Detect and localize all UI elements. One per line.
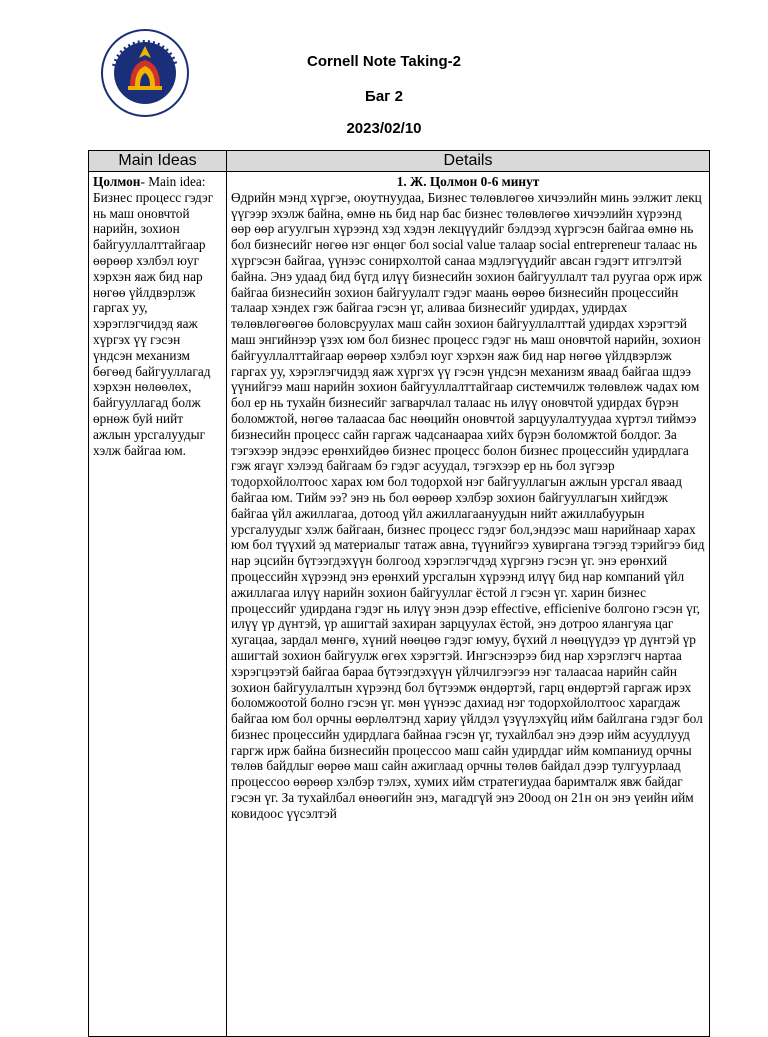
cornell-notes-table <box>88 150 710 1037</box>
main-ideas-header: Main Ideas <box>89 151 227 172</box>
details-text: Өдрийн мэнд хүргэе, оюутнуудаа, Бизнес төлөвлөгөө хичээлийн минь ээлжит лекц үүгээр эхэлж байна, өмнө нь бид нар бас бизнес төлөвлөгөө хичээлийн хүрээнд өөр өөр агуулгын хүрээнд хэд хэдэн лекцүүдийг бэлдээд хүргэсэн байгаа өмнө нь бол бизнесийг нөгөө нэг өнцөг бол social value талаар social entrepreneur талаас нь хүргэсэн байгаа, үүнээс сонирхолтой санаа мэдлэгүүдийг авсан гэдэгт итгэлтэй байна. Энэ удаад бид бүгд илүү бизнесийн зохион байгууллалт тал руугаа орж ирж байгаа бизнесийн зохион байгуулалт гэдэг маань өөрөө бизнесийн процессийн талаар хэндех гэж байгаа гэсэн үг, аливаа бизнесийг удирдах, удирдах төлөвлөгөөгөө боловсруулах маш сайн зохион байгууллалттай удирдах хэрэгтэй маш энгийнээр үзэх юм бол бизнес процесс гэдэг нь маш оновчтой нарийн, зохион байгууллалттайгаар өөрөөр хэлбэл юуг хэрхэн яаж бид нар нөгөө үйлдвэрлэж гаргах уу, хэрэглэгчидэд яаж хүргэх үү гэсэн үндсэн механизм яваад байгаа шдээ үүнийгээ маш нарийн зохион байгууллалттайгаар системчилж төлөвлөж чадах юм бол ер нь тухайн бизнесийг загварчлал талаас нь илүү оновчтой удирдах бүрэн боломжтой, нөгөө талаасаа бас нөөцийн оновчтой зарцуулалтуудаа хүртэл тиймээ бизнесийн процесс сайн гаргаж чадсанаараа хийх бүрэн боломжтой болдог. За тэгэхээр эндээс ерөнхийдөө бизнес процесс болон бизнес процессийн удирдлага гэж ягаүг хэлээд байгаам бэ гэдэг асуудал, тэгэхээр ер нь бол зүгээр тодорхойлолтоос харах юм бол тодорхой нэг байгууллагын ажлын урсгал яваад байгаа юм. Тийм ээ? энэ нь бол өөрөөр хэлбэр зохион байгууллагын хийгдэж байгаа үйл ажиллагаа, дотоод үйл ажиллагаануудын нийт ажиллабуурын урсгалуудыг хэлж байгаан, бизнес процесс гэдэг бол,эндээс маш нарийнаар харах юм бол түүхий эд материалыг татаж авна, түүнийгээ хувиргана тэгээд тэрийгээ бид нар эцсийн бүтээгдэхүүн болгоод хэрэглэгчдэд хүргэнэ гэсэн үг. энэ ерөнхий процессийн хүрээнд энэ ерөнхий урсгалын хүрээнд илүү бид нар компаний үйл ажиллагаа илүү нарийн зохион байгууллаг ёстой л гэсэн үг. харин бизнес процессийг удирдана гэдэг нь илүү энэн дээр effective, efficienive болгоно гэсэн үг, илүү үр дүнтэй, үр ашигтай захиран зарцуулах ёстой, энэ дотроо ялангуяа цаг хугацаа, зардал мөнгө, хүний нөөцөө гэдэг юмуу, бүхий л нөөцүүдээ үр дүнтэй үр ашигтай зохион байгуулж өгөх хэрэгтэй. Ингэснээрээ бид нар хэрэглэгч нартаа хэрэгцээтэй байгаа бараа бүтээгдэхүүн үйлчилгээгээ нэг талаасаа нарийн сайн зохион байгуулалтын хүрээнд бол бүтээмж өндөртэй, гарц өндөртэй гаргаж ирэх боломжоотой болно гэсэн үг. мөн үүнээс дахиад нэг тодорхойлолтоос харагдаж байгаа юм бол орчны өөрлөлтэнд хариу үйлдэл үзүүлэхүйц ийм байлгана гэдэг бол бизнес процессийн удирдлага байнаа гэсэн үг, тухайлбал энэ дээр ийм асуудлууд гаргж ирж байна бизнесийн процессоо маш сайн удирддаг ийм компаниуд орчны төлөв байдлыг өөрөө маш сайн ажиглаад орчны төлөв байдал дээр тулгуурлаад процессоо өөрөөр хэлбэр тэлэх, хумих ийм стратегиудаа баримталж явж байдаг гэсэн үг. За тухайлбал өнөөгийн энэ, магадгүй энэ 20оод он 21н он энэ үеийн ийм ковидоос үүсэлтэй <box>231 189 705 821</box>
table-row <box>89 172 710 1037</box>
university-seal-icon <box>100 28 190 118</box>
details-section-title: 1. Ж. Цолмон 0-6 минут <box>396 174 540 189</box>
details-cell <box>227 172 710 1037</box>
document-title: Cornell Note Taking-2 <box>307 53 461 70</box>
details-header: Details <box>227 151 710 172</box>
main-idea-text: - Main idea: Бизнес процесс гэдэг нь маш оновчтой нарийн, зохион байгууллалттайгаар өөрөөр хэлбэл юуг хэрхэн яаж бид нар нөгөө үйлдвэрлэж гаргах уу, хэрэглэгчидэд яаж хүргэх үү гэсэн үндсэн механизм бөгөөд байгууллагад хэрхэн нөлөөлөх, байгууллагад болж өрнөж буй нийт ажлын урсгалуудыг хэлж байгаа юм. <box>93 174 214 458</box>
main-idea-cell <box>89 172 227 1037</box>
university-logo <box>100 28 190 118</box>
table-header-row <box>89 151 710 172</box>
main-idea-author: Цолмон <box>93 174 141 189</box>
document-date: 2023/02/10 <box>346 120 422 137</box>
group-label: Баг 2 <box>365 88 403 105</box>
